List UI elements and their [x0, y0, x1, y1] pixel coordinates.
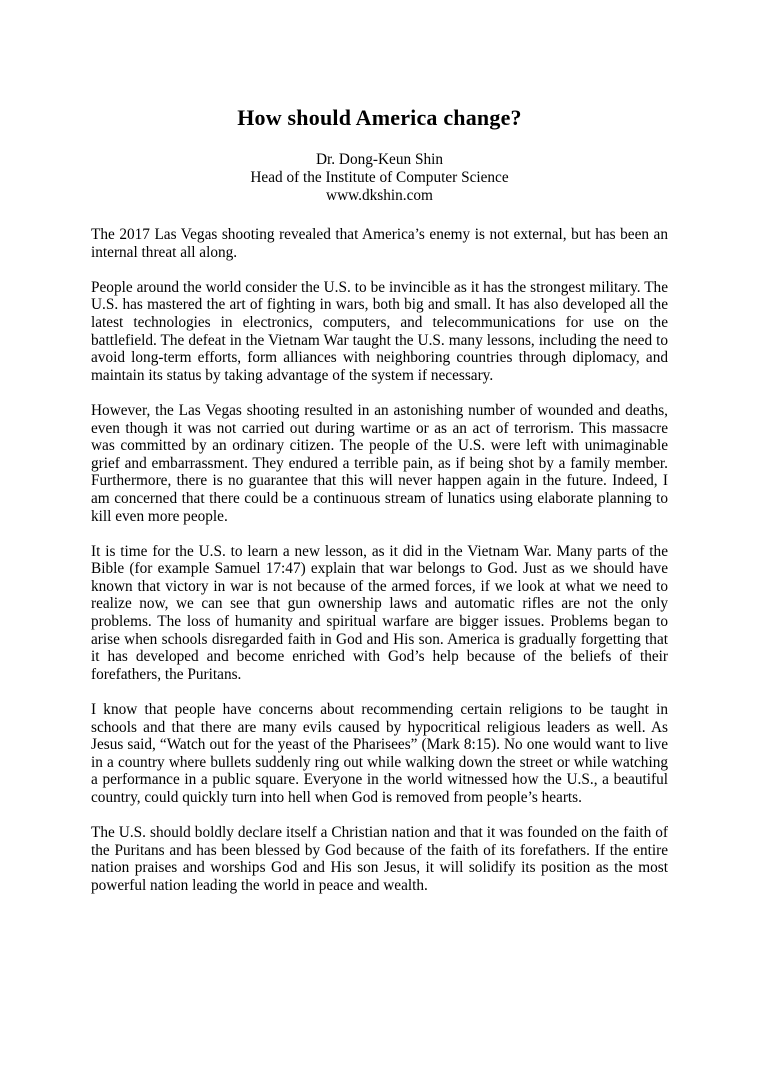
paragraph-1: The 2017 Las Vegas shooting revealed that America’s enemy is not external, but has been an internal threat all along.	[91, 226, 668, 261]
author-name: Dr. Dong-Keun Shin	[315, 151, 444, 168]
document-title: How should America change?	[237, 105, 522, 130]
author-affiliation: Head of the Institute of Computer Science	[250, 169, 509, 186]
paragraph-5: I know that people have concerns about recommending certain religions to be taught in schools and that there are many evils caused by hypocritical religious leaders as well. As Jesus said, “Watch out for the yeast of the Pharisees” (Mark 8:15). No one would want to live in a country where bullets suddenly ring out while walking down the street or while watching a performance in a public square. Everyone in the world witnessed how the U.S., a beautiful country, could quickly turn into hell when God is removed from people’s hearts.	[91, 701, 668, 806]
paragraph-6: The U.S. should boldly declare itself a Christian nation and that it was founded on the faith of the Puritans and has been blessed by God because of the faith of its forefathers. If the entire nation praises and worships God and His son Jesus, it will solidify its position as the most powerful nation leading the world in peace and wealth.	[91, 824, 668, 894]
paragraph-4: It is time for the U.S. to learn a new lesson, as it did in the Vietnam War. Many parts of the Bible (for example Samuel 17:47) explain that war belongs to God. Just as we should have known that victory in war is not because of the armed forces, if we look at what we need to realize now, we can see that gun ownership laws and automatic rifles are not the only problems. The loss of humanity and spiritual warfare are bigger issues. Problems began to arise when schools disregarded faith in God and His son. America is gradually forgetting that it has developed and become enriched with God’s help because of the beliefs of their forefathers, the Puritans.	[91, 542, 668, 683]
paragraph-2: People around the world consider the U.S. to be invincible as it has the strongest military. The U.S. has mastered the art of fighting in wars, both big and small. It has also developed all the latest technologies in electronics, computers, and telecommunications for use on the battlefield. The defeat in the Vietnam War taught the U.S. many lessons, including the need to avoid long-term efforts, form alliances with neighboring countries through diplomacy, and maintain its status by taking advantage of the system if necessary.	[91, 278, 668, 384]
paragraph-3: However, the Las Vegas shooting resulted in an astonishing number of wounded and deaths, even though it was not carried out during wartime or as an act of terrorism. This massacre was committed by an ordinary citizen. The people of the U.S. were left with unimaginable grief and embarrassment. They endured a terrible pain, as if being shot by a family member. Furthermore, there is no guarantee that this will never happen again in the future. Indeed, I am concerned that there could be a continuous stream of lunatics using elaborate planning to kill even more people.	[91, 401, 668, 525]
byline	[91, 151, 668, 205]
document-body	[91, 226, 668, 895]
author-website: www.dkshin.com	[326, 187, 433, 204]
